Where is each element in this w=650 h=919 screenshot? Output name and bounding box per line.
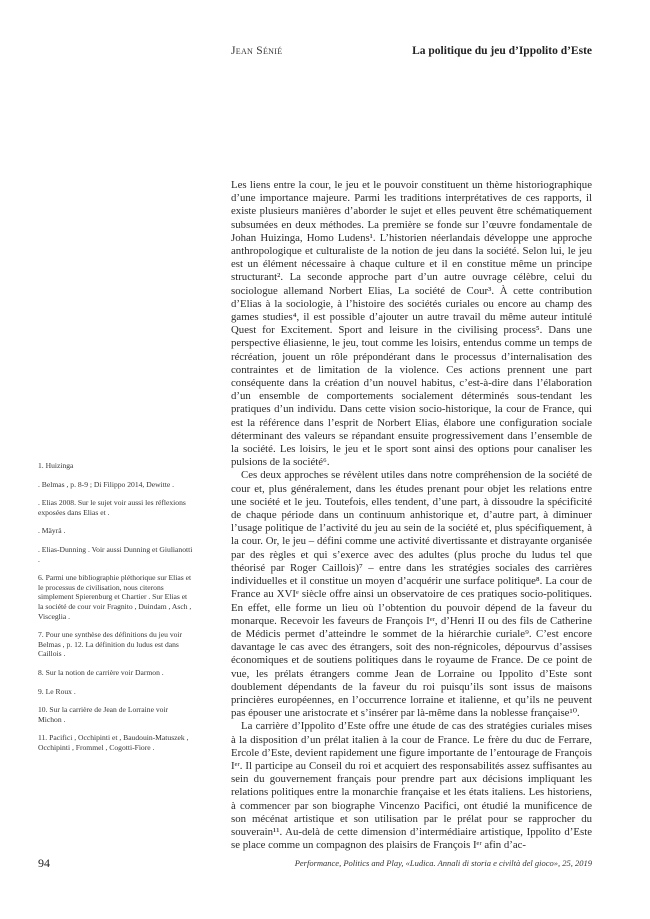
footnote: 11. Pacifici , Occhipinti et , Baudouin-Matuszek , Occhipinti , Frommel , Cogotti-Fiore . — [38, 733, 189, 752]
paragraph: La carrière d’Ippolito d’Este offre une étude de cas des stratégies curiales mises à la disposition d’un prélat italien à la cour de France. Le frère du duc de Ferrare, Ercole d’Este, devient rapidement une figure importante de l’entourage de François Iᵉʳ. Il participe au Conseil du roi et acquiert des responsabilités assez suffisantes au sein du gouvernement français pour prendre part aux décisions impliquant les relations politiques entre la monarchie française et les états italiens. Les historiens, à commencer par son biographe Vincenzo Pacifici, ont étudié la munificence de son mécénat artistique et son utilisation par le prélat pour se rapprocher du souverain¹¹. Au-delà de cette dimension d’intermédiaire artistique, Ippolito d’Este se place comme un compagnon des plaisirs de François Iᵉʳ afin d’ac- — [231, 720, 592, 852]
footnotes — [38, 461, 193, 761]
footnote: 1. Huizinga — [38, 461, 74, 470]
footnote: 10. Sur la carrière de Jean de Lorraine voir Michon . — [38, 705, 169, 724]
header-running-title: La politique du jeu d’Ippolito d’Este — [412, 45, 592, 57]
footnote: 9. Le Roux . — [38, 686, 76, 696]
paragraph: Ces deux approches se révèlent utiles dans notre compréhension de la société de cour et, plus généralement, dans les études prenant pour objet les relations entre une société et le jeu. Toutefois, elles tendent, d’une part, à dissoudre la spécificité de chaque période dans un continuum anhistorique et, d’autre part, à diminuer l’usage politique de l’activité du jeu au sein de la société et, plus spécifiquement, à la cour. Or, le jeu – défini comme une activité divertissante et distrayante organisée par des règles et qui s’exerce avec des adultes (plus proche du ludus tel que théorisé par Roger Caillois)⁷ – entre dans les stratégies sociales des carrières individuelles et il constitue un moyen d’acquérir une surface politique⁸. La cour de France au XVIᵉ siècle offre ainsi un observatoire de ces pratiques socio-politiques. En effet, elle forme un lieu où l’obtention du pouvoir dépend de la faveur du monarque. Recevoir les faveurs de François Iᵉʳ, d’Henri II ou des fils de Catherine de Médicis permet d’atteindre le sommet de la hiérarchie curiale⁹. C’est encore davantage le cas avec des étrangers, soit des non-régnicoles, dépourvus d’assises économiques et de soutiens politiques dans le royaume de France. De ce point de vue, les prélats étrangers comme Jean de Lorraine ou Ippolito d’Este sont doublement dépendants de la faveur du roi puisqu’ils sont issus de maisons princières européennes, en l’occurrence lorraine et italienne, et qu’ils ne peuvent pas épouser une aristocrate et s’insérer par là-même dans la noblesse française¹⁰. — [231, 469, 592, 720]
page-number: 94 — [38, 856, 50, 870]
footnote: . Belmas , p. 8-9 ; Di Filippo 2014, Dewitte . — [38, 479, 175, 489]
paragraph: Les liens entre la cour, le jeu et le pouvoir constituent un thème historiographique d’une importance majeure. Parmi les traditions interprétatives de ces rapports, il existe plusieurs manières d’aborder le sujet et elles peuvent être schématiquement subsumées en deux méthodes. La première se fonde sur l’œuvre fondamentale de Johan Huizinga, Homo Ludens¹. L’historien néerlandais développe une approche anthropologique et culturaliste de la notion de jeu dans la société. Selon lui, le jeu est un élément nécessaire à chaque culture et il en constitue même un principe structurant². La seconde approche part d’un autre ouvrage célèbre, celui du sociologue allemand Norbert Elias, La société de Cour³. À cette contribution d’Elias à la sociologie, à l’histoire des sociétés curiales ou encore au champ des games studies⁴, il est possible d’ajouter un autre travail du même auteur intitulé Quest for Excitement. Sport and leisure in the civilising process⁵. Dans une perspective éliasienne, le jeu, tout comme les loisirs, entendus comme un temps de récréation, jouent un rôle prépondérant dans le processus d’internalisation des contraintes et de limitation de la violence. Ces actions prennent une part conséquente dans la création d’un nouvel habitus, c’est-à-dire dans l’élaboration d’un ensemble de comportements socialement déterminés sous-tendant les pratiques d’un individu. Dans cette vision socio-historique, la cour de France, qui est la référence dans l’esprit de Norbert Elias, élabore une configuration sociale déterminant des valeurs se répandant ensuite progressivement dans l’ensemble de la société. Les loisirs, le jeu et le sport sont ainsi des options pour canaliser les pulsions de la société⁶. — [231, 179, 592, 469]
running-header — [231, 45, 592, 65]
main-text — [231, 179, 592, 852]
journal-citation: Performance, Politics and Play, «Ludica. Annali di storia e civiltà del gioco», 25, 2019 — [294, 858, 592, 868]
footnote: . Elias-Dunning . Voir aussi Dunning et Giulianotti . — [38, 544, 193, 564]
footnote: 8. Sur la notion de carrière voir Darmon . — [38, 667, 164, 677]
page-footer — [38, 856, 592, 870]
footnote: . Elias 2008. Sur le sujet voir aussi les réflexions exposées dans Elias et . — [38, 498, 186, 517]
footnote: 6. Parmi une bibliographie pléthorique sur Elias et le processus de civilisation, nous citerons simplement Spierenburg et Chartier . Sur Elias et la société de cour voir Fragnito , Duindam , Asch , Visceglia . — [38, 573, 192, 621]
footnote: 7. Pour une synthèse des définitions du jeu voir Belmas , p. 12. La définition du ludus est dans Caillois . — [38, 630, 183, 659]
footnote: . Mäyrä . — [38, 526, 66, 536]
header-author: Jean Sénié — [231, 45, 283, 57]
